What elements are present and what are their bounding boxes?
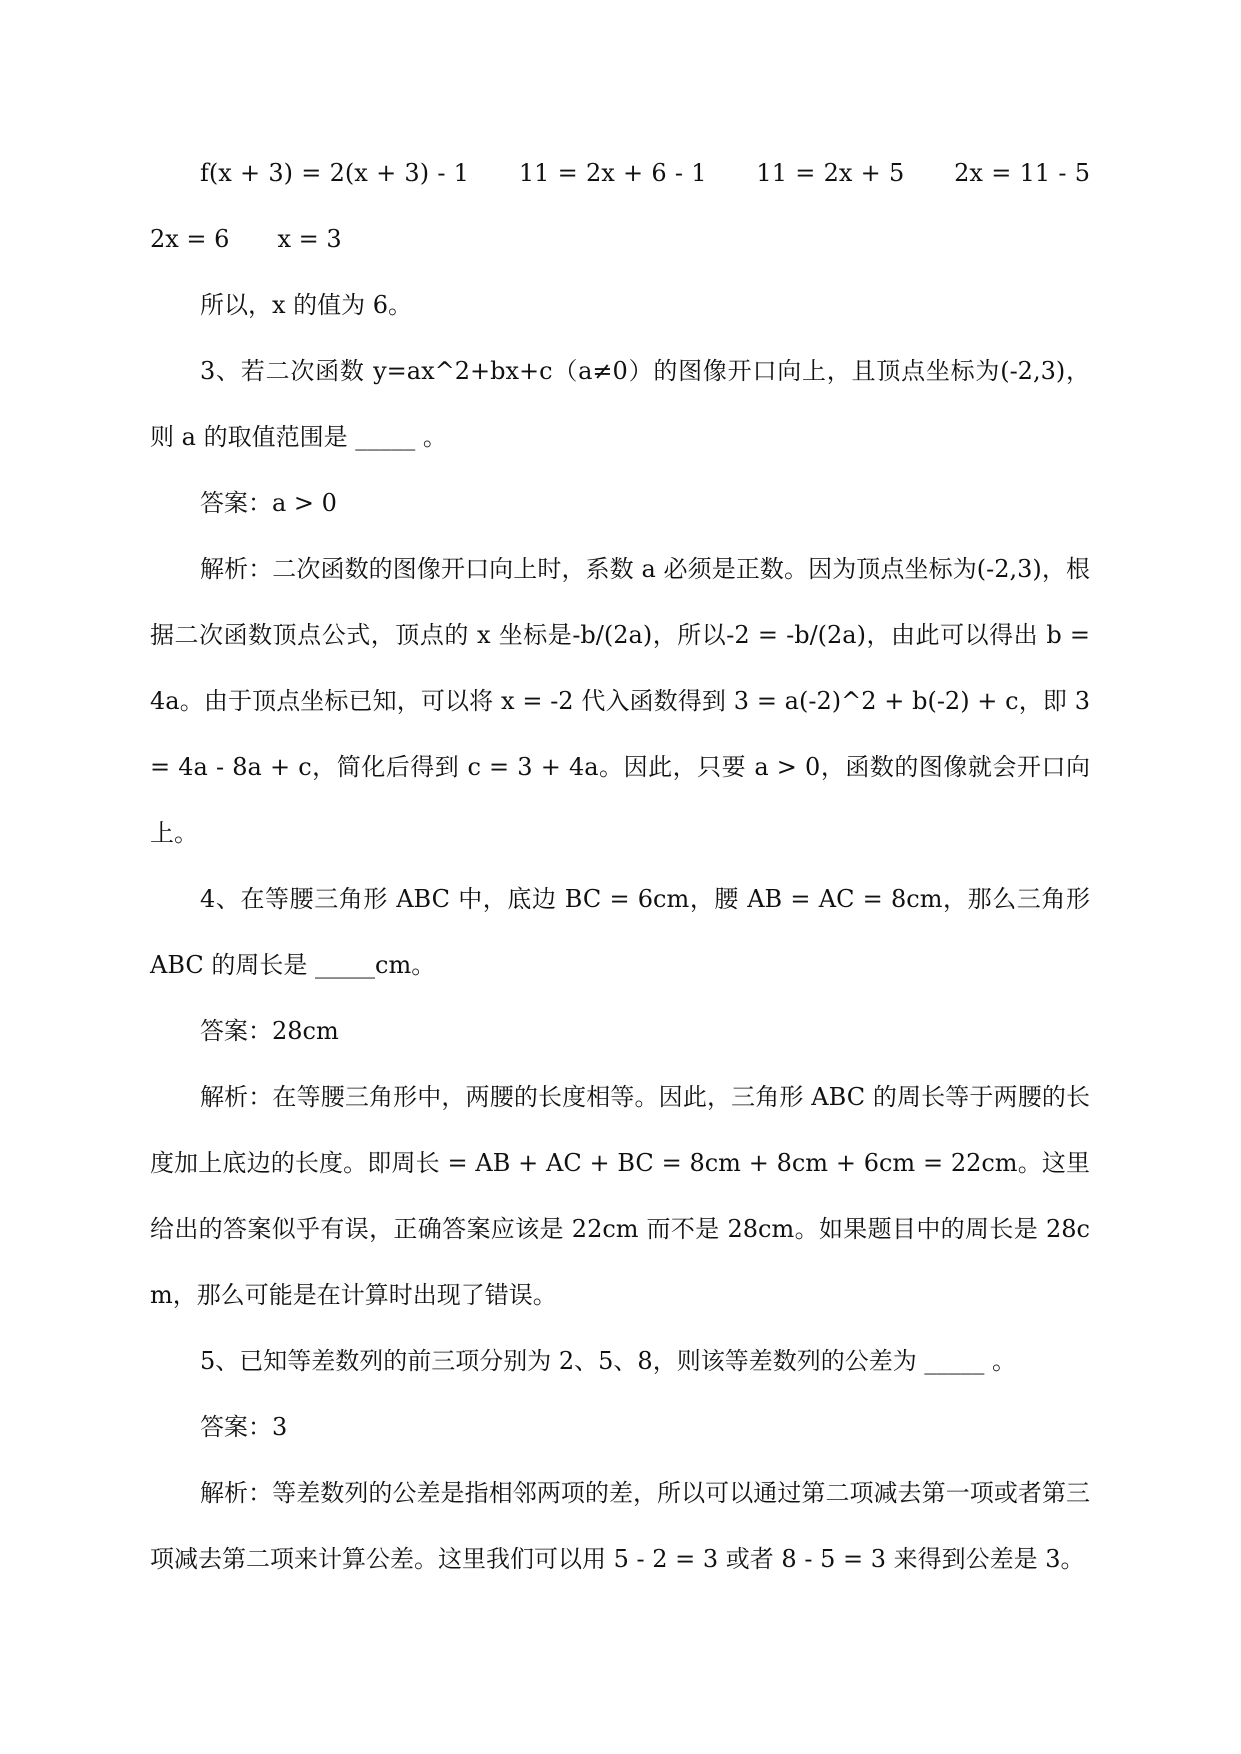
conclusion-text: 所以，x 的值为 6。 [200, 291, 413, 319]
answer-5: 答案：3 [200, 1413, 288, 1441]
question-4: 4、在等腰三角形 ABC 中，底边 BC = 6cm，腰 AB = AC = 8cm，那么三角形 ABC 的周长是 _____cm。 [150, 885, 1090, 979]
question-3: 3、若二次函数 y=ax^2+bx+c（a≠0）的图像开口向上，且顶点坐标为(-2,3)，则 a 的取值范围是 _____ 。 [150, 357, 1090, 451]
document-page [150, 140, 1138, 1592]
equation-steps: f(x + 3) = 2(x + 3) - 1 11 = 2x + 6 - 1 11 = 2x + 5 2x = 11 - 5 2x = 6 x = 3 [150, 159, 1138, 253]
answer-4: 答案：28cm [200, 1017, 339, 1045]
answer-3: 答案：a > 0 [200, 489, 337, 517]
explanation-4: 解析：在等腰三角形中，两腰的长度相等。因此，三角形 ABC 的周长等于两腰的长度加上底边的长度。即周长 = AB + AC + BC = 8cm + 8cm + 6cm = 22cm。这里给出的答案似乎有误，正确答案应该是 22cm 而不是 28cm。如果题目中的周长是 28cm，那么可能是在计算时出现了错误。 [150, 1083, 1090, 1309]
question-5: 5、已知等差数列的前三项分别为 2、5、8，则该等差数列的公差为 _____ 。 [200, 1347, 1016, 1375]
explanation-3: 解析：二次函数的图像开口向上时，系数 a 必须是正数。因为顶点坐标为(-2,3)，根据二次函数顶点公式，顶点的 x 坐标是-b/(2a)，所以-2 = -b/(2a)，由此可以得出 b = 4a。由于顶点坐标已知，可以将 x = -2 代入函数得到 3 = a(-2)^2 + b(-2) + c，即 3 = 4a - 8a + c，简化后得到 c = 3 + 4a。因此，只要 a > 0，函数的图像就会开口向上。 [150, 555, 1090, 847]
explanation-5: 解析：等差数列的公差是指相邻两项的差，所以可以通过第二项减去第一项或者第三项减去第二项来计算公差。这里我们可以用 5 - 2 = 3 或者 8 - 5 = 3 来得到公差是 3。 [150, 1479, 1090, 1573]
